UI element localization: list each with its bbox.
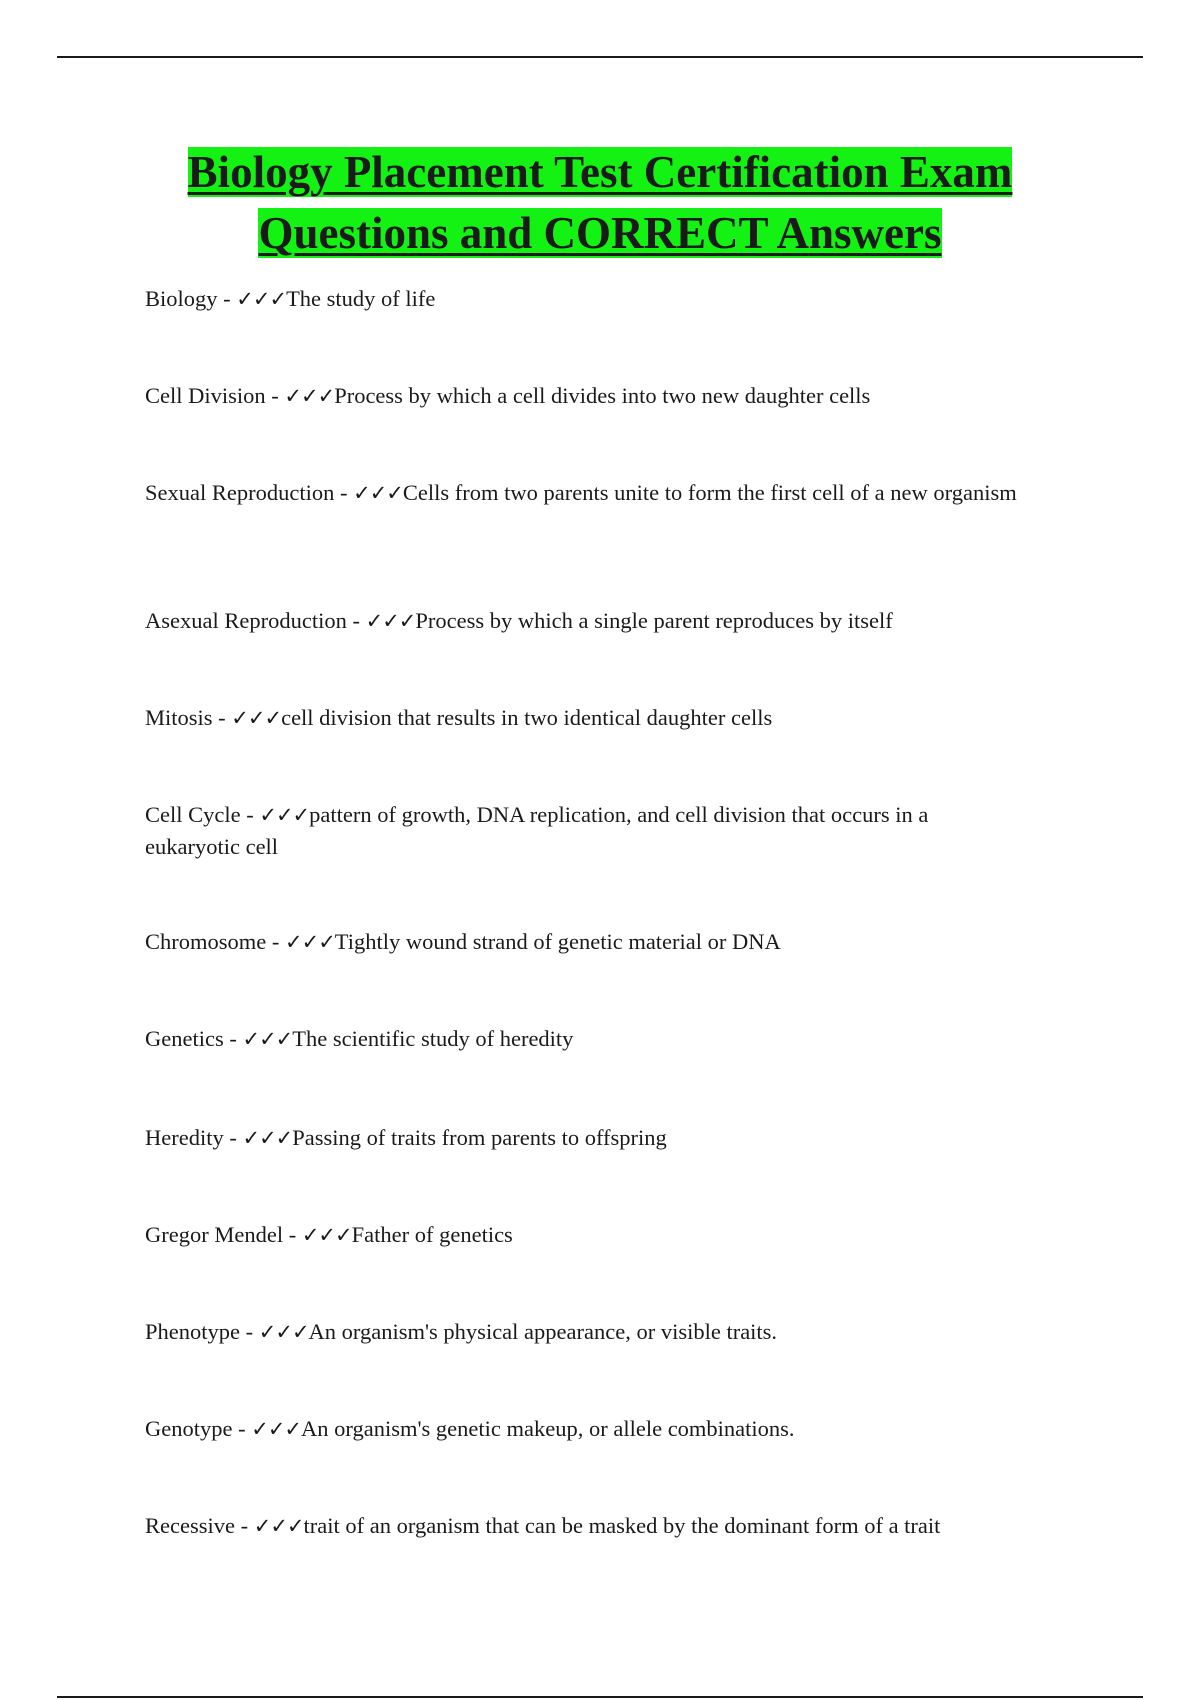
entry-definition: The study of life: [286, 286, 436, 311]
entry-definition: Cells from two parents unite to form the first cell of a new organism: [402, 480, 1017, 505]
entry-definition: Father of genetics: [351, 1222, 513, 1247]
entry-asexual-reproduction: [145, 605, 1025, 637]
check-mark-icon: ✓✓✓: [253, 1514, 304, 1538]
entry-separator: -: [283, 1222, 302, 1247]
entry-term: Heredity: [145, 1125, 224, 1150]
entry-term: Phenotype: [145, 1319, 240, 1344]
bottom-rule: [57, 1696, 1143, 1698]
entry-term: Cell Division: [145, 383, 266, 408]
entry-term: Mitosis: [145, 705, 213, 730]
entry-term: Cell Cycle: [145, 802, 241, 827]
entry-heredity: [145, 1122, 1025, 1154]
entry-recessive: [145, 1510, 1025, 1542]
entry-definition: trait of an organism that can be masked by the dominant form of a trait: [303, 1513, 941, 1538]
entry-definition: The scientific study of heredity: [292, 1026, 574, 1051]
check-mark-icon: ✓✓✓: [236, 287, 287, 311]
entry-separator: -: [266, 929, 285, 954]
title-line-2: Questions and CORRECT Answers: [258, 208, 942, 258]
entry-definition: An organism's genetic makeup, or allele combinations.: [301, 1416, 795, 1441]
title-line-1: Biology Placement Test Certification Exam: [187, 147, 1013, 197]
check-mark-icon: ✓✓✓: [353, 481, 403, 505]
entry-separator: -: [223, 1125, 243, 1150]
check-mark-icon: ✓✓✓: [285, 930, 335, 954]
entry-separator: -: [212, 705, 232, 730]
entry-separator: -: [265, 383, 285, 408]
check-mark-icon: ✓✓✓: [242, 1126, 293, 1150]
entry-genetics: [145, 1023, 1025, 1055]
check-mark-icon: ✓✓✓: [365, 609, 416, 633]
entry-separator: -: [234, 1513, 254, 1538]
entry-gregor-mendel: [145, 1219, 1025, 1251]
entry-definition: pattern of growth, DNA replication, and cell division that occurs in a eukaryotic cell: [145, 802, 929, 859]
entry-separator: -: [346, 608, 366, 633]
document-title: [100, 142, 1100, 264]
entry-term: Chromosome: [145, 929, 267, 954]
check-mark-icon: ✓✓✓: [259, 803, 310, 827]
entry-definition: Process by which a single parent reproduces by itself: [415, 608, 893, 633]
entry-definition: Process by which a cell divides into two new daughter cells: [334, 383, 871, 408]
entry-mitosis: [145, 702, 1025, 734]
check-mark-icon: ✓✓✓: [242, 1027, 293, 1051]
entry-separator: -: [240, 802, 260, 827]
entry-term: Sexual Reproduction: [145, 480, 335, 505]
entry-term: Asexual Reproduction: [145, 608, 347, 633]
entry-separator: -: [232, 1416, 252, 1441]
entry-term: Genotype: [145, 1416, 233, 1441]
entry-biology: [145, 283, 1025, 315]
entry-sexual-reproduction: [145, 477, 1025, 509]
entry-separator: -: [334, 480, 354, 505]
entry-definition: An organism's physical appearance, or visible traits.: [308, 1319, 778, 1344]
entry-chromosome: [145, 926, 1025, 958]
entry-definition: Passing of traits from parents to offspring: [292, 1125, 667, 1150]
check-mark-icon: ✓✓✓: [231, 706, 282, 730]
entry-term: Genetics: [145, 1026, 224, 1051]
entry-cell-cycle: [145, 799, 1025, 862]
entry-phenotype: [145, 1316, 1025, 1348]
check-mark-icon: ✓✓✓: [284, 384, 335, 408]
entry-separator: -: [223, 1026, 243, 1051]
entry-term: Biology: [145, 286, 218, 311]
entry-genotype: [145, 1413, 1025, 1445]
entry-definition: cell division that results in two identical daughter cells: [281, 705, 773, 730]
check-mark-icon: ✓✓✓: [301, 1223, 352, 1247]
entry-separator: -: [217, 286, 237, 311]
check-mark-icon: ✓✓✓: [251, 1417, 302, 1441]
entry-term: Recessive: [145, 1513, 235, 1538]
entry-definition: Tightly wound strand of genetic material or DNA: [334, 929, 781, 954]
check-mark-icon: ✓✓✓: [258, 1320, 309, 1344]
top-rule: [57, 56, 1143, 58]
entry-cell-division: [145, 380, 1025, 412]
entry-separator: -: [240, 1319, 259, 1344]
entry-term: Gregor Mendel: [145, 1222, 284, 1247]
